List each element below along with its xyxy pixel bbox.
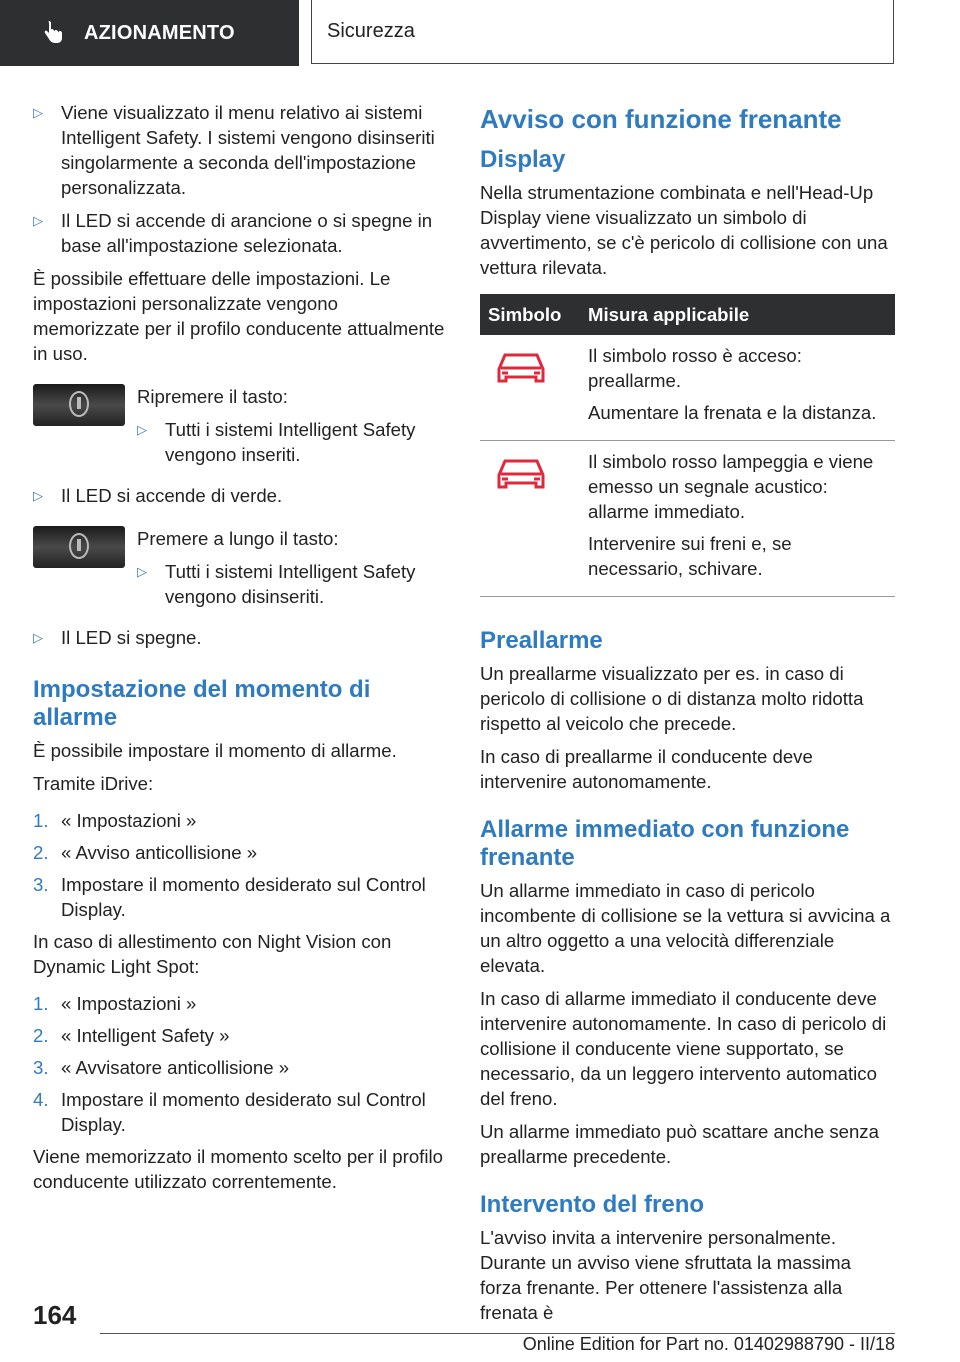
right-column <box>480 100 895 1333</box>
triangle-bullet-icon: ▷ <box>33 213 43 228</box>
subsection-heading: Preallarme <box>480 627 603 654</box>
button-instruction <box>33 384 445 475</box>
paragraph: Un preallarme visualizzato per es. in caso di pericolo di collisione o di distanza molto ridotta rispetto al veicolo che precede. <box>480 663 864 734</box>
bullet-item: ▷ Il LED si spegne. <box>33 627 202 648</box>
triangle-bullet-icon: ▷ <box>33 488 43 503</box>
table-cell-text: Intervenire sui freni e, se necessario, schivare. <box>588 533 792 579</box>
section-tab <box>0 0 299 66</box>
red-car-icon <box>496 349 546 385</box>
paragraph: In caso di allestimento con Night Vision con Dynamic Light Spot: <box>33 931 392 977</box>
bullet-item: ▷ Il LED si accende di verde. <box>33 485 283 506</box>
paragraph: È possibile impostare il momento di allarme. <box>33 740 397 761</box>
paragraph: In caso di allarme immediato il conducente deve intervenire autonomamente. In caso di pericolo di collisione il conducente viene supportato, se necessario, da un leggero intervento automatico del freno. <box>480 988 887 1109</box>
safety-button-icon <box>69 533 89 559</box>
numbered-item: 1. « Impostazioni » <box>33 810 197 831</box>
numbered-item: 2. « Avviso anticollisione » <box>33 842 258 863</box>
page-header <box>0 0 960 66</box>
chapter-title: Sicurezza <box>327 20 415 42</box>
subsection-heading: Intervento del freno <box>480 1191 705 1218</box>
table-cell-text: Il simbolo rosso è acceso: preallarme. <box>588 345 802 391</box>
paragraph: Un allarme immediato in caso di pericolo incombente di collisione se la vettura si avvicina a un altro oggetto a una velocità differenziale elevata. <box>480 880 891 976</box>
section-title: Avviso con funzione frenante <box>480 104 842 134</box>
safety-button-image <box>33 526 125 568</box>
triangle-bullet-icon: ▷ <box>137 422 147 437</box>
button-label: Premere a lungo il tasto: <box>137 528 339 549</box>
paragraph: L'avviso invita a intervenire personalmente. Durante un avviso viene sfruttata la massima forza frenante. Per ottenere l'assistenza alla frenata è <box>480 1227 852 1323</box>
button-label: Ripremere il tasto: <box>137 386 288 407</box>
left-column <box>33 100 445 1202</box>
table-header-symbol: Simbolo <box>480 294 580 335</box>
triangle-bullet-icon: ▷ <box>33 105 43 120</box>
section-heading: Impostazione del momento di allarme <box>33 676 371 731</box>
safety-button-icon <box>69 391 89 417</box>
bullet-item: ▷ Viene visualizzato il menu relativo ai sistemi Intelligent Safety. I sistemi vengono disinseriti singolarmente a seconda dell'impostazione personalizzata. <box>33 102 435 198</box>
bullet-item: ▷ Tutti i sistemi Intelligent Safety vengono inseriti. <box>137 419 416 465</box>
subsection-heading: Allarme immediato con funzione frenante <box>480 816 850 871</box>
numbered-item: 3. « Avvisatore anticollisione » <box>33 1057 290 1078</box>
table-row <box>480 335 895 441</box>
numbered-item: 4. Impostare il momento desiderato sul Control Display. <box>33 1089 426 1135</box>
symbol-table <box>480 294 895 597</box>
table-header-row <box>480 294 895 335</box>
table-cell-text: Aumentare la frenata e la distanza. <box>588 402 877 423</box>
section-title: AZIONAMENTO <box>84 21 235 44</box>
safety-button-image <box>33 384 125 426</box>
table-header-measure: Misura applicabile <box>580 294 895 335</box>
bullet-item: ▷ Tutti i sistemi Intelligent Safety vengono disinseriti. <box>137 561 416 607</box>
bullet-item: ▷ Il LED si accende di arancione o si spegne in base all'impostazione selezionata. <box>33 210 433 256</box>
paragraph: In caso di preallarme il conducente deve intervenire autonomamente. <box>480 746 813 792</box>
button-instruction <box>33 526 445 617</box>
triangle-bullet-icon: ▷ <box>33 630 43 645</box>
numbered-item: 3. Impostare il momento desiderato sul Control Display. <box>33 874 426 920</box>
edition-text: Online Edition for Part no. 01402988790 - II/18 <box>522 1334 895 1354</box>
paragraph: Viene memorizzato il momento scelto per il profilo conducente utilizzato correntemente. <box>33 1146 443 1192</box>
paragraph: Tramite iDrive: <box>33 773 154 794</box>
numbered-item: 2. « Intelligent Safety » <box>33 1025 230 1046</box>
table-cell-text: Il simbolo rosso lampeggia e viene emesso un segnale acustico: allarme immediato. <box>588 451 874 522</box>
page-number: 164 <box>33 1300 77 1330</box>
chapter-box <box>311 0 894 64</box>
triangle-bullet-icon: ▷ <box>137 564 147 579</box>
hand-pointer-icon <box>40 20 66 46</box>
paragraph: Nella strumentazione combinata e nell'Head-Up Display viene visualizzato un simbolo di avvertimento, se c'è pericolo di collisione con una vettura rilevata. <box>480 182 888 278</box>
table-row <box>480 441 895 597</box>
paragraph: Un allarme immediato può scattare anche senza preallarme precedente. <box>480 1121 879 1167</box>
red-car-icon <box>496 455 546 491</box>
subsection-heading: Display <box>480 146 566 173</box>
paragraph: È possibile effettuare delle impostazioni. Le impostazioni personalizzate vengono memorizzate per il profilo conducente attualmente in uso. <box>33 268 445 364</box>
numbered-item: 1. « Impostazioni » <box>33 993 197 1014</box>
